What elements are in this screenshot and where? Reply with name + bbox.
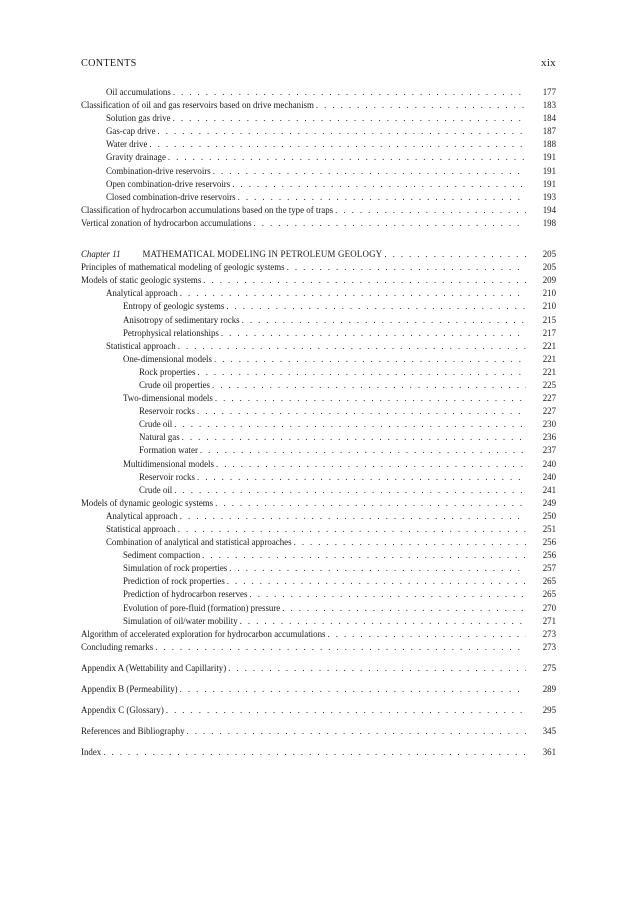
dot-leader [238,191,526,204]
toc-page-number: 188 [542,139,556,150]
dot-leader [242,314,526,327]
dot-leader [158,125,526,138]
toc-entry [81,99,556,112]
dot-leader [103,746,526,759]
toc-entry [81,484,556,497]
toc-page-number: 273 [542,628,556,639]
toc-page-number: 256 [542,537,556,548]
toc-entry-label: Statistical approach [106,524,176,534]
running-head: CONTENTS [81,58,137,69]
toc-entry-label: Natural gas [139,432,180,443]
toc-entry [81,248,556,261]
toc-page-number: 230 [542,419,556,430]
dot-leader [197,405,526,418]
dot-leader [215,392,526,405]
toc-entry [81,431,556,444]
toc-entry [81,746,556,759]
toc-entry-label: Vertical zonation of hydrocarbon accumulations [81,217,252,228]
toc-entry [81,300,556,313]
toc-entry-label: Reservoir rocks [139,406,195,417]
dot-leader [180,287,526,300]
toc-page-number: 205 [542,249,556,260]
chapter-title: MATHEMATICAL MODELING IN PETROLEUM GEOLOGY [142,249,383,260]
toc-entry-label: Analytical approach [106,288,178,299]
toc-entry-label: Appendix A (Wettability and Capillarity) [81,662,227,673]
toc-entry-label: Index [81,747,102,758]
dot-leader [294,536,526,549]
toc-entry [81,125,556,138]
toc-page-number: 237 [542,445,556,456]
toc-entry [81,704,556,717]
toc-entry [81,418,556,431]
toc-entry [81,327,556,340]
toc-page-number: 187 [542,126,556,137]
toc-page-number: 193 [542,191,556,202]
toc-page-number: 240 [542,458,556,469]
toc-page-number: 265 [542,576,556,587]
toc-page-number: 273 [542,641,556,652]
toc-entry-label: Prediction of rock properties [123,576,225,587]
toc-entry [81,314,556,327]
dot-leader [178,523,526,536]
toc-entry-label: Rock properties [139,366,196,377]
toc-entry-label: Concluding remarks [81,641,154,652]
toc-entry [81,379,556,392]
toc-entry-label: Open combination-drive reservoirs [106,178,231,189]
toc-page-number: 221 [542,340,556,351]
dot-leader [197,366,526,379]
toc-entry-label: Simulation of oil/water mobility [123,615,238,626]
dot-leader [174,484,526,497]
dot-leader [178,340,526,353]
toc-page-number: 221 [542,366,556,377]
toc-entry-label: Petrophysical relationships [123,327,219,338]
toc-entry [81,628,556,641]
toc-page-number: 194 [542,204,556,215]
toc-page-number: 275 [542,662,556,673]
dot-leader [174,418,526,431]
toc-entry [81,562,556,575]
toc-page-number: 249 [542,497,556,508]
toc-entry-label: Solution gas drive [106,113,171,124]
toc-entry-label: Combination-drive reservoirs [106,165,211,176]
toc-entry-label: Prediction of hydrocarbon reserves [123,589,248,600]
dot-leader [212,379,526,392]
toc-entry [81,444,556,457]
toc-entry [81,151,556,164]
toc-entry-label: Anisotropy of sedimentary rocks [123,314,240,325]
dot-leader [316,99,526,112]
dot-leader [200,444,526,457]
toc-entry-label: Reservoir rocks [139,471,195,482]
toc-entry [81,353,556,366]
toc-page-number: 251 [542,524,556,534]
toc-entry [81,287,556,300]
toc-entry [81,366,556,379]
page-header [81,57,556,69]
dot-leader [227,575,526,588]
table-of-contents [81,86,556,759]
dot-leader [226,300,526,313]
toc-entry [81,204,556,217]
toc-page-number: 198 [542,217,556,228]
toc-entry-label: Statistical approach [106,340,176,351]
page-folio: xix [541,57,556,69]
dot-leader [215,497,526,510]
toc-page-number: 227 [542,393,556,404]
dot-leader [197,471,526,484]
toc-entry-label: Appendix C (Glossary) [81,705,164,716]
dot-leader [229,562,526,575]
toc-entry-label: Sediment compaction [123,550,201,561]
toc-page-number: 265 [542,589,556,600]
toc-page-number: 236 [542,432,556,443]
toc-page-number: 295 [542,705,556,716]
toc-entry-label: One-dimensional models [123,353,212,364]
toc-page-number: 225 [542,379,556,390]
toc-entry [81,641,556,654]
toc-page-number: 221 [542,353,556,364]
toc-entry-label: Oil accumulations [106,87,171,97]
dot-leader [213,165,526,178]
toc-page-number: 345 [542,726,556,737]
dot-leader [240,615,526,628]
toc-page-number: 191 [542,178,556,189]
toc-entry [81,405,556,418]
dot-leader [187,725,526,738]
dot-leader [203,274,526,287]
dot-leader [155,641,526,654]
toc-entry [81,471,556,484]
dot-leader [202,549,526,562]
toc-page-number: 205 [542,262,556,273]
toc-page-number: 183 [542,100,556,111]
toc-entry-label [81,248,384,261]
toc-page-number: 241 [542,484,556,495]
toc-entry [81,615,556,628]
chapter-number: Chapter 11 [81,249,121,260]
toc-page-number: 191 [542,152,556,163]
toc-entry-label: Closed combination-drive reservoirs [106,191,236,202]
toc-entry [81,138,556,151]
toc-entry-label: Simulation of rock properties [123,563,228,574]
toc-entry-label: Principles of mathematical modeling of geologic systems [81,262,285,273]
dot-leader [249,588,526,601]
toc-entry [81,575,556,588]
toc-page-number: 227 [542,406,556,417]
toc-entry [81,86,556,99]
toc-entry [81,392,556,405]
toc-entry [81,725,556,738]
dot-leader [216,458,526,471]
toc-page-number: 210 [542,301,556,312]
toc-entry [81,458,556,471]
toc-entry-label: Gas-cap drive [106,126,156,137]
toc-entry-label: Crude oil properties [139,379,210,390]
dot-leader [232,178,526,191]
toc-entry-label: Models of static geologic systems [81,275,202,286]
dot-leader [254,217,526,230]
toc-page-number: 361 [542,747,556,758]
toc-page-number: 271 [542,615,556,626]
toc-page-number: 256 [542,550,556,561]
toc-entry [81,588,556,601]
toc-entry [81,536,556,549]
dot-leader [384,248,526,261]
toc-entry [81,261,556,274]
toc-entry [81,112,556,125]
toc-entry [81,340,556,353]
toc-entry [81,523,556,536]
toc-entry-label: Crude oil [139,484,173,495]
toc-entry [81,683,556,696]
toc-entry [81,178,556,191]
toc-page-number: 177 [542,87,556,97]
dot-leader [166,704,526,717]
dot-leader [335,204,526,217]
dot-leader [221,327,526,340]
dot-leader [287,261,526,274]
toc-entry-label: Multidimensional models [123,458,214,469]
dot-leader [228,662,526,675]
dot-leader [173,86,526,99]
toc-entry [81,217,556,230]
toc-entry-label: Appendix B (Permeability) [81,684,178,695]
toc-entry [81,497,556,510]
dot-leader [180,683,526,696]
toc-entry-label: Models of dynamic geologic systems [81,497,214,508]
toc-entry-label: Classification of oil and gas reservoirs based on drive mechanism [81,100,314,111]
toc-entry-label: Two-dimensional models [123,393,213,404]
toc-entry [81,510,556,523]
toc-entry-label: Crude oil [139,419,173,430]
dot-leader [173,112,526,125]
dot-leader [180,510,526,523]
toc-entry [81,662,556,675]
dot-leader [282,602,526,615]
toc-entry [81,274,556,287]
dot-leader [327,628,526,641]
toc-page-number: 209 [542,275,556,286]
toc-entry-label: Evolution of pore-fluid (formation) pressure [123,602,281,613]
toc-page-number: 191 [542,165,556,176]
toc-entry-label: Entropy of geologic systems [123,301,225,312]
toc-entry-label: Algorithm of accelerated exploration for hydrocarbon accumulations [81,628,326,639]
toc-entry [81,602,556,615]
toc-entry-label: Combination of analytical and statistical approaches [106,537,292,548]
toc-page-number: 289 [542,684,556,695]
toc-page-number: 217 [542,327,556,338]
toc-entry-label: References and Bibliography [81,726,185,737]
toc-entry [81,191,556,204]
toc-page-number: 210 [542,288,556,299]
toc-entry-label: Analytical approach [106,510,178,521]
dot-leader [182,431,526,444]
toc-page-number: 257 [542,563,556,574]
toc-entry-label: Gravity drainage [106,152,166,163]
dot-leader [149,138,526,151]
toc-entry [81,165,556,178]
dot-leader [168,151,526,164]
toc-page-number: 184 [542,113,556,124]
toc-page-number: 240 [542,471,556,482]
toc-entry-label: Water drive [106,139,148,150]
toc-entry-label: Classification of hydrocarbon accumulations based on the type of traps [81,204,334,215]
toc-page-number: 270 [542,602,556,613]
dot-leader [214,353,526,366]
toc-entry-label: Formation water [139,445,198,456]
toc-page-number: 250 [542,510,556,521]
toc-entry [81,549,556,562]
toc-page-number: 215 [542,314,556,325]
